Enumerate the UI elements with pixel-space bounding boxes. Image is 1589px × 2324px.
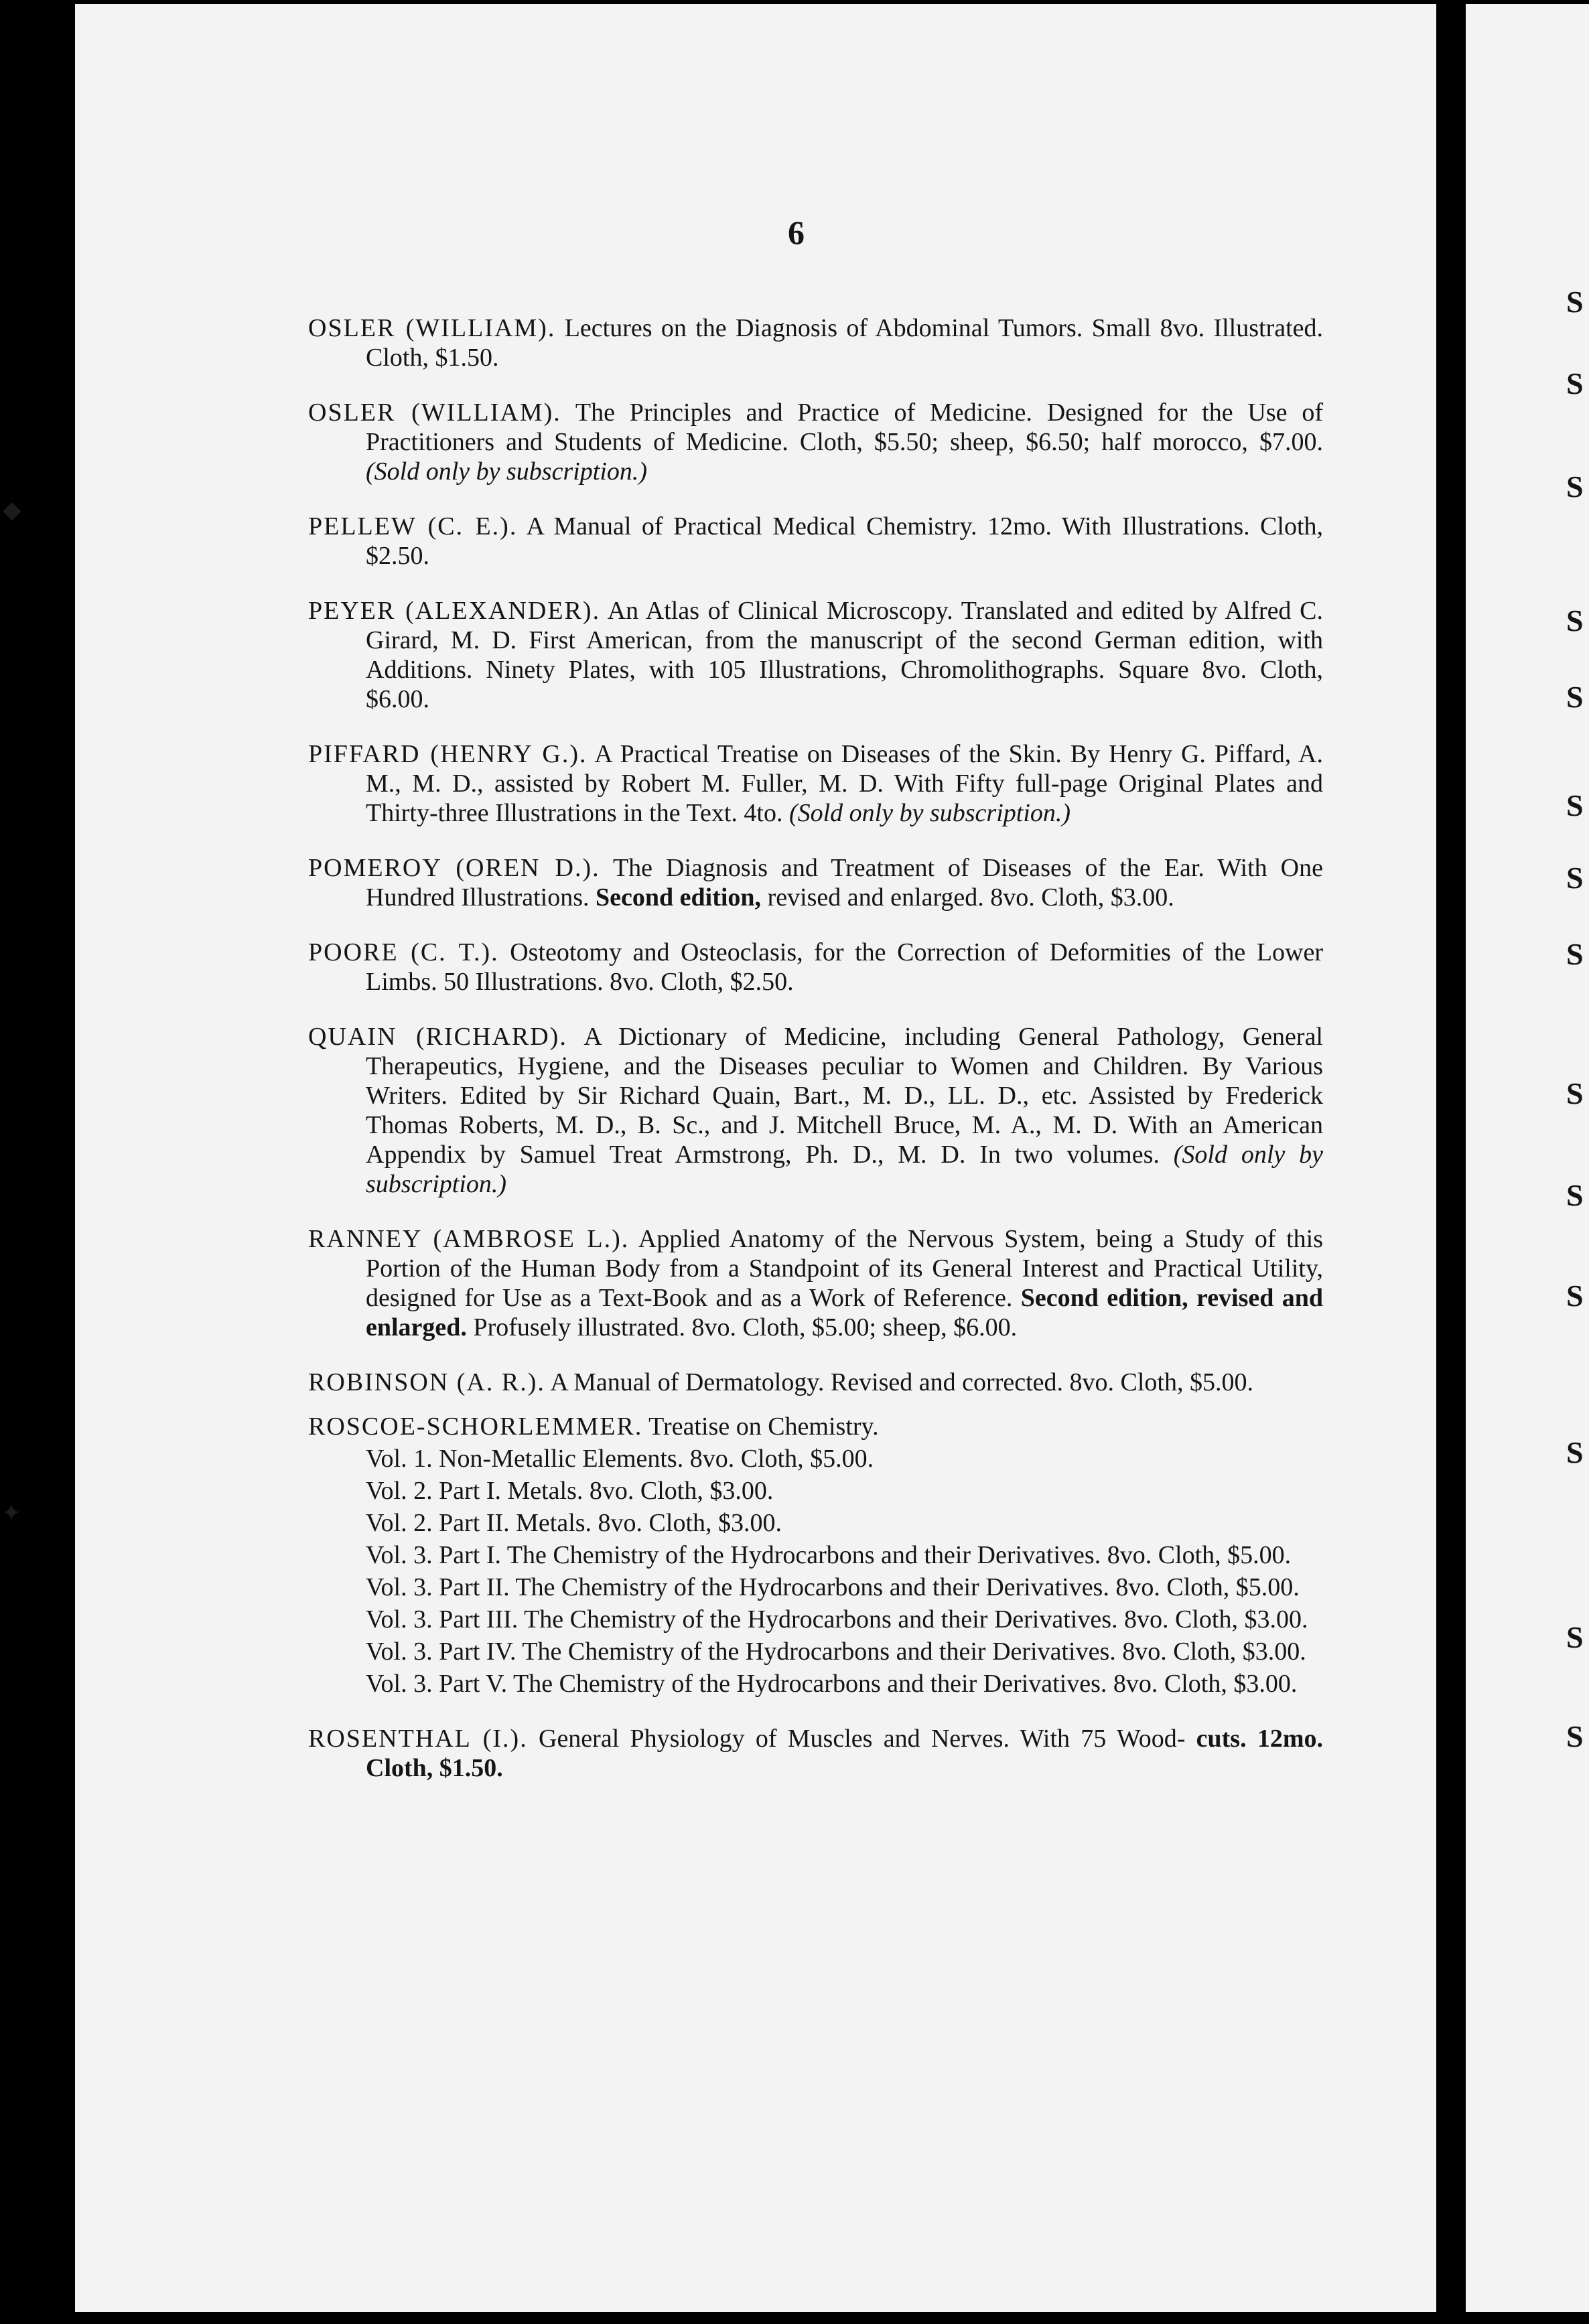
volume-line: Vol. 3. Part III. The Chemistry of the Hydrocarbons and their Derivatives. 8vo. Cloth, $3.00. — [366, 1605, 1308, 1633]
treatise-title: Treatise on Chemistry. — [648, 1412, 879, 1441]
edition-note: Second edition, revised and enlarged. — [366, 1284, 1324, 1341]
entry-author: ROBINSON (A. R.). — [308, 1368, 545, 1396]
catalog-entry — [308, 512, 1323, 571]
facing-page-letter: S — [1566, 366, 1585, 401]
catalog-entry — [308, 853, 1323, 912]
entry-text: Lectures on the Diagnosis of Abdominal Tumors. Small 8vo. Illustrated. Cloth, $1.50. — [366, 314, 1324, 372]
page-number: 6 — [788, 214, 805, 251]
entry-author: POMEROY (OREN D.). — [308, 854, 600, 882]
subscription-note: (Sold only by subscription.) — [788, 799, 1071, 827]
catalog-entry — [308, 1368, 1323, 1397]
entry-author: RANNEY (AMBROSE L.). — [308, 1225, 630, 1253]
entry-text: A Dictionary of Medicine, including General Pathology, General Therapeutics, Hygiene, and the Diseases peculiar to Women and Children. By Various Writers. Edited by Sir Richard Quain, Bart., M. D., LL. D., etc. Assisted by Frederick Thomas Roberts, M. D., B. Sc., and J. Mitchell Bruce, M. A., M. D. With an American Appendix by Samuel Treat Armstrong, Ph. D., M. D. In two volumes. — [366, 1023, 1323, 1169]
entry-author: OSLER (WILLIAM). — [308, 314, 556, 342]
volume-line: Vol. 3. Part I. The Chemistry of the Hydrocarbons and their Derivatives. 8vo. Cloth, $5.00. — [366, 1541, 1292, 1569]
entry-text: An Atlas of Clinical Microscopy. Translated and edited by Alfred C. Girard, M. D. First American, from the manuscript of the second German edition, with Additions. Ninety Plates, with 105 Illustrations, Chromolithographs. Square 8vo. Cloth, $6.00. — [366, 597, 1324, 713]
facing-page-letter: S — [1566, 1435, 1585, 1469]
treatise-heading — [308, 1412, 1323, 1441]
volume-line: Vol. 3. Part V. The Chemistry of the Hydrocarbons and their Derivatives. 8vo. Cloth, $3.00. — [366, 1670, 1298, 1698]
entry-text: Applied Anatomy of the Nervous System, being a Study of this Portion of the Human Body from a Standpoint of its General Interest and Practical Utility, designed for Use as a Text-Book and as a Work of Reference. — [366, 1225, 1324, 1312]
subscription-note: (Sold only by subscription.) — [366, 1141, 1323, 1198]
facing-page-letter: S — [1566, 680, 1585, 714]
edition-note: Second edition, — [596, 883, 762, 912]
volume-line: Vol. 2. Part I. Metals. 8vo. Cloth, $3.00. — [366, 1477, 774, 1505]
entry-text: A Manual of Dermatology. Revised and corrected. 8vo. Cloth, $5.00. — [550, 1368, 1253, 1396]
entry-author: PEYER (ALEXANDER). — [308, 597, 601, 625]
catalog-entry — [308, 938, 1323, 997]
entry-text-bold: cuts. 12mo. Cloth, $1.50. — [366, 1725, 1324, 1782]
entry-text: A Manual of Practical Medical Chemistry. 12mo. With Illustrations. Cloth, $2.50. — [366, 512, 1323, 570]
entry-text: Osteotomy and Osteoclasis, for the Correction of Deformities of the Lower Limbs. 50 Illustrations. 8vo. Cloth, $2.50. — [366, 938, 1324, 996]
facing-page-letter: S — [1566, 788, 1585, 822]
entry-text-continued: revised and enlarged. 8vo. Cloth, $3.00. — [767, 883, 1174, 912]
entry-author: OSLER (WILLIAM). — [308, 398, 561, 427]
entry-author: ROSENTHAL (I.). — [308, 1725, 528, 1753]
entry-author: PELLEW (C. E.). — [308, 512, 518, 540]
entry-text: The Principles and Practice of Medicine. Designed for the Use of Practitioners and Students of Medicine. Cloth, $5.50; sheep, $6.50; half morocco, $7.00. — [366, 398, 1323, 456]
facing-page-edge — [1466, 4, 1589, 2312]
catalog-entry — [308, 1724, 1323, 1783]
entry-author: POORE (C. T.). — [308, 938, 499, 966]
catalog-entry — [308, 739, 1323, 828]
facing-page-letter: S — [1566, 1279, 1585, 1313]
scan-speck: ◆ — [3, 496, 21, 523]
facing-page-letter: S — [1566, 861, 1585, 895]
catalog-entry — [308, 596, 1323, 714]
entry-author: QUAIN (RICHARD). — [308, 1023, 567, 1051]
facing-page-letter: S — [1566, 1076, 1585, 1110]
entry-text: General Physiology of Muscles and Nerves. With 75 Wood- — [539, 1725, 1186, 1753]
entry-author: PIFFARD (HENRY G.). — [308, 740, 588, 768]
catalog-entry — [308, 398, 1323, 486]
scan-speck: ✦ — [1, 1500, 22, 1526]
facing-page-letter: S — [1566, 1178, 1585, 1212]
volume-line: Vol. 2. Part II. Metals. 8vo. Cloth, $3.00. — [366, 1509, 782, 1537]
facing-page-letter: S — [1566, 603, 1585, 638]
entry-author: ROSCOE-SCHORLEMMER. — [308, 1412, 643, 1441]
catalog-entry — [308, 313, 1323, 372]
subscription-note: (Sold only by subscription.) — [366, 457, 648, 486]
entry-text: The Diagnosis and Treatment of Diseases of the Ear. With One Hundred Illustrations. — [366, 854, 1323, 912]
volume-line: Vol. 1. Non-Metallic Elements. 8vo. Cloth, $5.00. — [366, 1445, 874, 1473]
entry-text-continued: Profusely illustrated. 8vo. Cloth, $5.00; sheep, $6.00. — [473, 1313, 1018, 1341]
treatise-entry — [308, 1412, 1323, 1698]
catalog-entry — [308, 1224, 1323, 1342]
facing-page-letter: S — [1566, 1620, 1585, 1654]
facing-page-letter: S — [1566, 285, 1585, 319]
facing-page-letter: S — [1566, 1719, 1585, 1753]
catalog-entry — [308, 1022, 1323, 1199]
facing-page-letter: S — [1566, 469, 1585, 504]
volume-line: Vol. 3. Part IV. The Chemistry of the Hydrocarbons and their Derivatives. 8vo. Cloth, $3.00. — [366, 1638, 1306, 1666]
facing-page-letter: S — [1566, 937, 1585, 971]
volume-line: Vol. 3. Part II. The Chemistry of the Hydrocarbons and their Derivatives. 8vo. Cloth, $5.00. — [366, 1573, 1300, 1601]
book-catalog — [308, 288, 1323, 1798]
entry-text: A Practical Treatise on Diseases of the Skin. By Henry G. Piffard, A. M., M. D., assisted by Robert M. Fuller, M. D. With Fifty full-page Original Plates and Thirty-three Illustrations in the Text. 4to. — [366, 740, 1324, 827]
